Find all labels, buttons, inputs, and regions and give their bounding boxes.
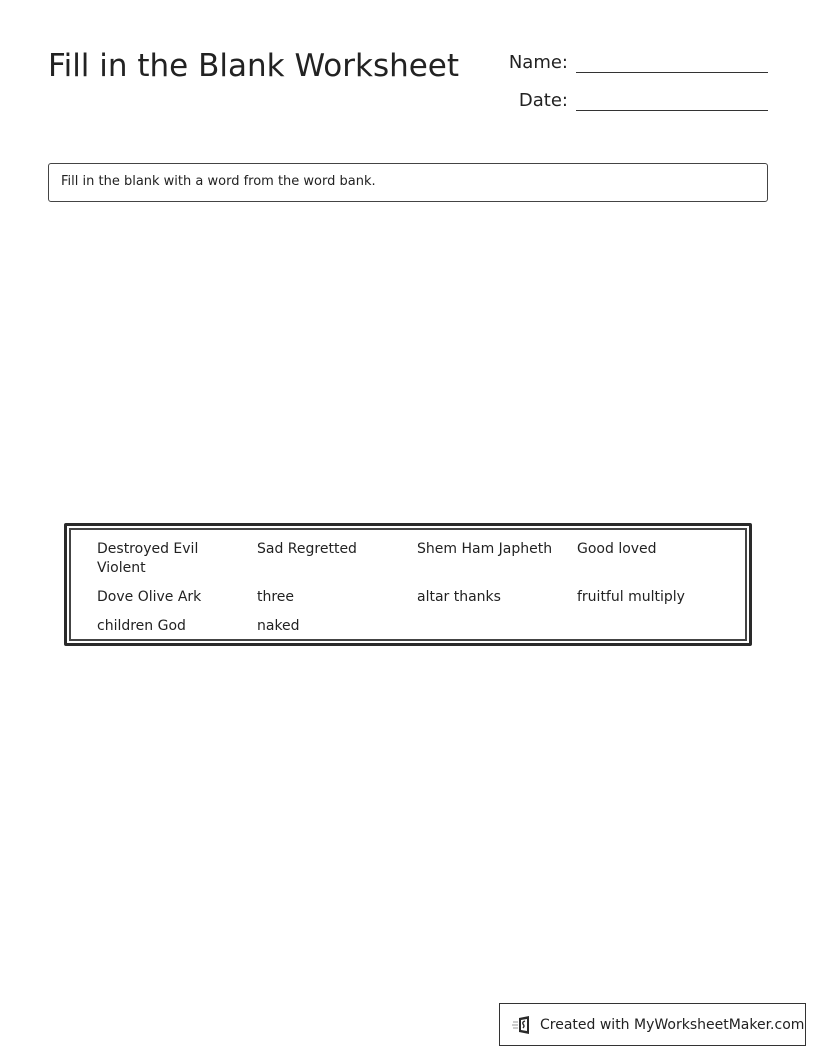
word-bank-entry: naked — [257, 618, 300, 634]
word-bank-row — [97, 588, 745, 607]
word-bank-row — [97, 540, 745, 578]
word-bank-entry: altar thanks — [417, 589, 501, 605]
date-label: Date: — [518, 90, 568, 111]
word-bank-row — [97, 617, 745, 636]
page-title: Fill in the Blank Worksheet — [48, 48, 460, 84]
worksheet-maker-logo-icon — [512, 1014, 534, 1036]
word-bank-entry: Sad Regretted — [257, 541, 357, 557]
instructions-box — [48, 163, 768, 202]
created-with-text: Created with MyWorksheetMaker.com — [540, 1016, 805, 1033]
name-field — [498, 52, 768, 73]
name-label: Name: — [508, 52, 568, 73]
name-blank-line[interactable] — [576, 53, 768, 73]
date-field — [498, 90, 768, 111]
word-bank-entry: fruitful multiply — [577, 589, 685, 605]
word-bank-inner — [69, 528, 747, 641]
date-blank-line[interactable] — [576, 91, 768, 111]
word-bank-entry: Good loved — [577, 541, 657, 557]
word-bank-entry — [577, 617, 737, 636]
word-bank-entry: Destroyed Evil Violent — [97, 541, 199, 576]
word-bank-entry: Dove Olive Ark — [97, 589, 202, 605]
created-with-badge[interactable] — [499, 1003, 806, 1046]
word-bank-entry: three — [257, 589, 295, 605]
word-bank — [64, 523, 752, 646]
instructions-text: Fill in the blank with a word from the word bank. — [61, 174, 376, 189]
word-bank-entry — [417, 617, 577, 636]
word-bank-entry: children God — [97, 618, 186, 634]
word-bank-entry: Shem Ham Japheth — [417, 541, 553, 557]
